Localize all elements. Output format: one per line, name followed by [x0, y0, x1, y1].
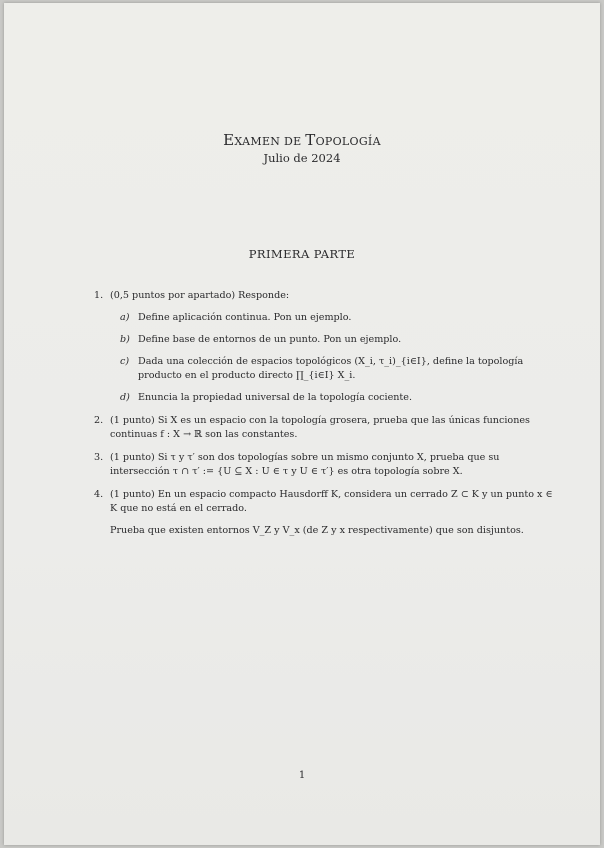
- subquestion-label: b): [120, 334, 130, 345]
- subquestion-label: d): [120, 392, 130, 403]
- exam-header: [4, 131, 600, 165]
- subquestion-b: [110, 333, 554, 347]
- exam-date: Julio de 2024: [263, 151, 341, 165]
- question-number: 4.: [94, 489, 104, 500]
- subquestion-text: Dada una colección de espacios topológicos (X_i, τ_i)_{i∈I}, define la topología producto en el producto directo ∏_{i∈I} X_i.: [138, 356, 524, 381]
- question-number: 2.: [94, 415, 104, 426]
- subquestion-text: Define aplicación continua. Pon un ejemplo.: [138, 312, 352, 323]
- question-3: [94, 451, 554, 479]
- question-text: (1 punto) Si X es un espacio con la topología grosera, prueba que las únicas funciones continuas f : X → ℝ son las constantes.: [110, 415, 530, 440]
- question-4: [94, 488, 554, 538]
- subquestion-d: [110, 391, 554, 405]
- section-title: PRIMERA PARTE: [248, 247, 356, 261]
- subquestion-a: [110, 311, 554, 325]
- subquestion-label: a): [120, 312, 130, 323]
- exam-title: EXAMEN DE TOPOLOGÍA: [223, 131, 381, 149]
- question-2: [94, 414, 554, 442]
- page-number: 1: [298, 770, 306, 781]
- subquestion-text: Define base de entornos de un punto. Pon un ejemplo.: [138, 334, 402, 345]
- questions: [94, 289, 554, 547]
- subquestion-text: Enuncia la propiedad universal de la topología cociente.: [138, 392, 413, 403]
- question-text: (1 punto) Si τ y τ′ son dos topologías sobre un mismo conjunto X, prueba que su intersección τ ∩ τ′ := {U ⊆ X : U ∈ τ y U ∈ τ′} es otra topología sobre X.: [110, 452, 500, 477]
- question-intro: (0,5 puntos por apartado) Responde:: [110, 290, 290, 301]
- question-text-continued: Prueba que existen entornos V_Z y V_x (de Z y x respectivamente) que son disjuntos.: [110, 525, 524, 536]
- question-1: [94, 289, 554, 405]
- subquestion-c: [110, 355, 554, 383]
- question-number: 3.: [94, 452, 104, 463]
- question-number: 1.: [94, 290, 104, 301]
- question-text: (1 punto) En un espacio compacto Hausdorff K, considera un cerrado Z ⊂ K y un punto x ∈ K que no está en el cerrado.: [110, 489, 553, 514]
- subquestion-label: c): [120, 356, 130, 367]
- exam-page: [4, 3, 600, 845]
